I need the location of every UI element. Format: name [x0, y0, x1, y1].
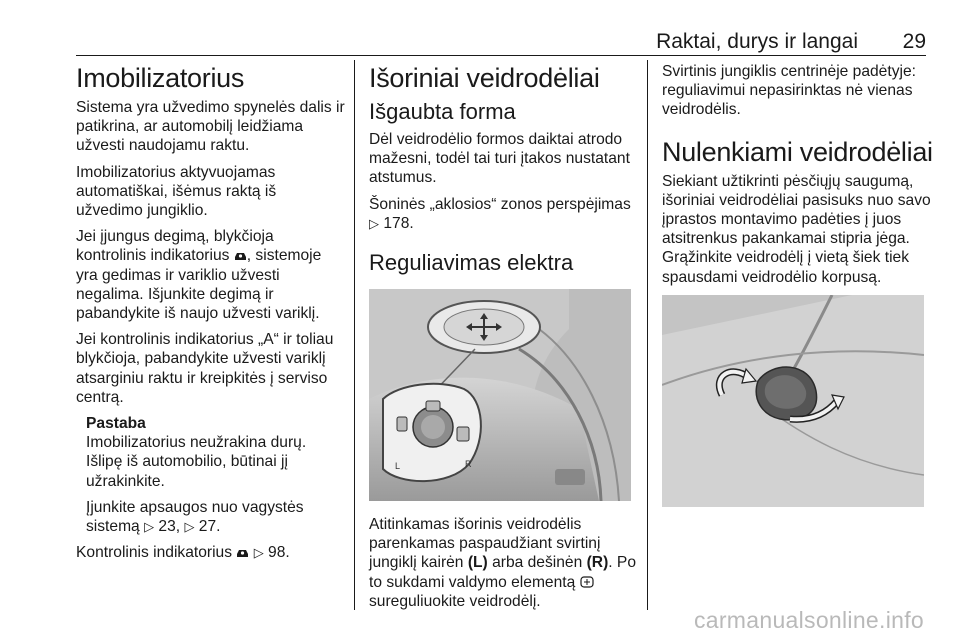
svg-text:L: L: [395, 461, 401, 472]
paragraph: Svirtinis jungiklis centrinėje padėtyje: reguliavimui nepasirinktas nė vienas veidrodėlis.: [662, 63, 916, 119]
note-title: Pastaba: [86, 415, 146, 433]
header-title: Raktai, durys ir langai: [656, 30, 858, 53]
subsection-heading: Išgaubta forma: [369, 99, 516, 124]
header-rule: [76, 55, 926, 56]
text: Kontrolinis indikatorius: [76, 544, 233, 562]
section-heading: Imobilizatorius: [76, 63, 245, 93]
car-key-icon: [236, 547, 249, 558]
column-divider: [354, 60, 355, 610]
column-1: [76, 62, 346, 569]
mirror-control-icon: [580, 575, 594, 589]
text: Šoninės „aklosios“ zonos perspėjimas: [369, 195, 631, 213]
page-ref-arrow-icon: ▷: [253, 545, 264, 561]
page-ref-arrow-icon: ▷: [184, 519, 195, 535]
svg-text:R: R: [465, 459, 472, 470]
text: Atitinkamas išorinis veidrodėlis parenkamas paspaudžiant svirtinį jungiklį kairėn: [369, 516, 601, 572]
page-ref[interactable]: 98.: [268, 544, 290, 562]
paragraph: Sistema yra užvedimo spynelės dalis ir patikrina, ar automobilį leidžiama užvesti naudojamu raktu.: [76, 99, 345, 155]
page-header: [76, 30, 926, 54]
page-ref-arrow-icon: ▷: [369, 215, 379, 231]
text: , sistemoje yra gedimas ir variklio užvesti negalima. Išjunkite degimą ir pabandykite iš naujo užvesti variklį.: [76, 247, 322, 323]
paragraph: [76, 227, 346, 323]
text: . Po to sukdami valdymo elementą: [369, 554, 637, 591]
page-ref[interactable]: 23,: [158, 518, 181, 536]
page-number: 29: [902, 30, 926, 53]
car-key-icon: [234, 250, 247, 261]
paragraph: Siekiant užtikrinti pėsčiųjų saugumą, išoriniai veidrodėliai pasisuks nuo savo įprastos montavimo padėties į juos atsitrenkus pakankamai stipria jėga. Grąžinkite veidrodėlį į vietą šiek tiek spausdami veidrodėlio korpusą.: [662, 172, 931, 286]
label-left: (L): [467, 554, 488, 572]
page-ref-arrow-icon: ▷: [144, 519, 155, 535]
label-right: (R): [586, 554, 609, 572]
paragraph: Imobilizatorius aktyvuojamas automatiškai, išėmus raktą iš užvedimo jungiklio.: [76, 163, 277, 220]
section-heading: Nulenkiami veidrodėliai: [662, 136, 933, 167]
watermark: carmanualsonline.info: [693, 607, 924, 633]
column-2: [369, 62, 637, 618]
subsection-heading: Reguliavimas elektra: [369, 250, 574, 276]
paragraph: Dėl veidrodėlio formos daiktai atrodo mažesni, todėl tai turi įtakos nustatant atstumus.: [369, 131, 630, 187]
mirror-control-illustration: [369, 289, 631, 501]
text: Įjunkite apsaugos nuo vagystės sistemą: [86, 498, 304, 536]
text: sureguliuokite veidrodėlį.: [369, 592, 541, 610]
note-box: [86, 414, 346, 536]
paragraph: [369, 515, 637, 611]
paragraph: [86, 498, 346, 536]
paragraph: [369, 195, 637, 233]
text: arba dešinėn: [492, 554, 583, 572]
folding-mirror-illustration: [662, 295, 924, 507]
text: Jei įjungus degimą, blykčioja kontrolinis indikatorius: [76, 228, 274, 265]
page-ref[interactable]: 27.: [198, 518, 221, 536]
paragraph: Imobilizatorius neužrakina durų. Išlipę iš automobilio, būtinai jį užrakinkite.: [86, 434, 307, 490]
column-divider: [647, 60, 648, 610]
page-ref[interactable]: 178.: [383, 214, 414, 232]
section-heading: Išoriniai veidrodėliai: [369, 63, 600, 93]
paragraph: Jei kontrolinis indikatorius „A“ ir toliau blykčioja, pabandykite užvesti variklį atsarginiu raktu ir kreipkitės į serviso centrą.: [76, 331, 334, 406]
column-3: [662, 62, 934, 507]
paragraph: [76, 543, 346, 562]
